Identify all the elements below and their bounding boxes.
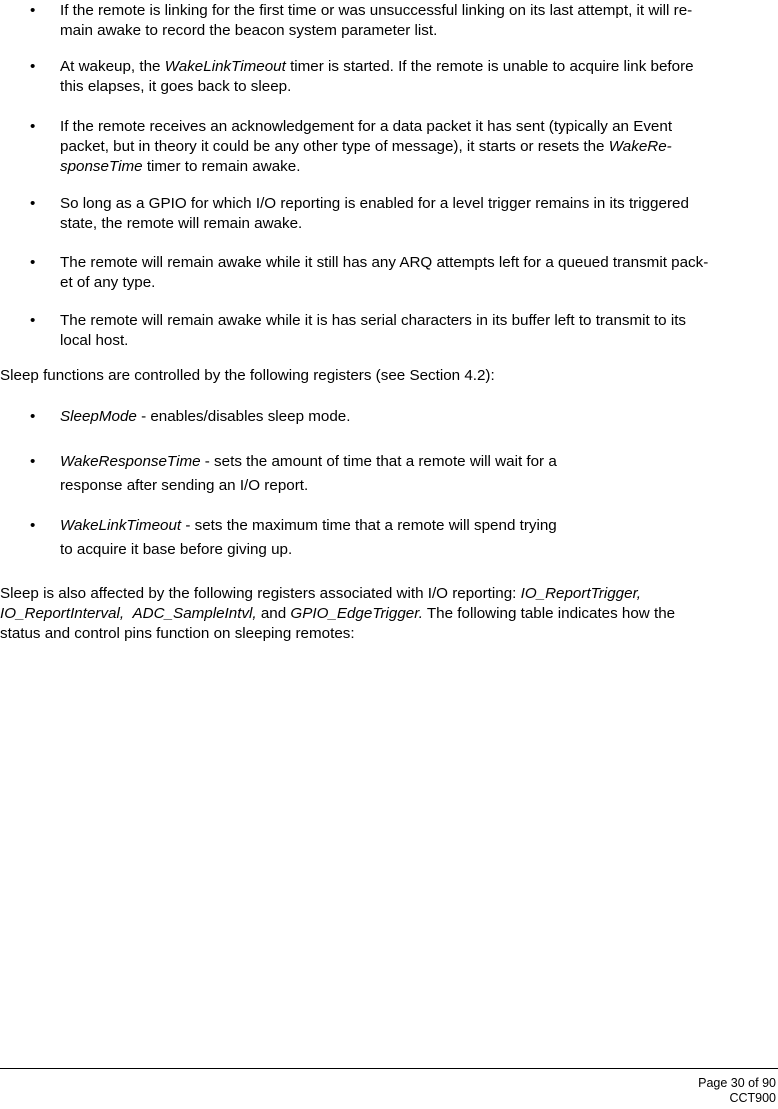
bullet-symbol: •	[30, 517, 36, 534]
bullet-text-line: main awake to record the beacon system parameter list.	[60, 22, 438, 39]
register-ref: ADC_SampleIntvl,	[132, 605, 257, 622]
bullet-symbol: •	[30, 312, 36, 329]
bullet-symbol: •	[30, 453, 36, 470]
bullet-text-line: The remote will remain awake while it still has any ARQ attempts left for a queued transmit pack-	[60, 254, 709, 271]
footer-rule	[0, 1068, 778, 1069]
register-ref: GPIO_EdgeTrigger.	[290, 605, 423, 622]
registers-intro: Sleep functions are controlled by the following registers (see Section 4.2):	[0, 367, 495, 384]
register-ref: WakeLinkTimeout	[164, 58, 286, 75]
bullet-symbol: •	[30, 195, 36, 212]
bullet-item	[0, 58, 778, 98]
closing-paragraph	[0, 585, 778, 655]
bullet-symbol: •	[30, 2, 36, 19]
register-line	[60, 408, 350, 425]
bullet-text-line: this elapses, it goes back to sleep.	[60, 78, 292, 95]
bullet-text-line: state, the remote will remain awake.	[60, 215, 303, 232]
bullet-text-line: If the remote receives an acknowledgement for a data packet it has sent (typically an Event	[60, 118, 673, 135]
register-name: SleepMode	[60, 408, 137, 425]
bullet-item	[0, 254, 778, 294]
register-desc: - enables/disables sleep mode.	[136, 408, 351, 425]
register-desc: - sets the amount of time that a remote will wait for a	[200, 453, 557, 470]
bullet-text-line: et of any type.	[60, 274, 156, 291]
register-ref: sponseTime	[60, 158, 143, 175]
bullet-text-line: At wakeup, the WakeLinkTimeout timer is started. If the remote is unable to acquire link before	[60, 58, 694, 75]
bullet-text-line: If the remote is linking for the first time or was unsuccessful linking on its last attempt, it will re-	[60, 2, 693, 19]
bullet-symbol: •	[30, 254, 36, 271]
page-number: Page 30 of 90	[698, 1076, 776, 1090]
bullet-symbol: •	[30, 58, 36, 75]
register-ref: WakeRe-	[608, 138, 672, 155]
document-id: CCT900	[729, 1091, 776, 1105]
register-line	[60, 453, 557, 470]
register-name: WakeResponseTime	[60, 453, 201, 470]
register-desc: - sets the maximum time that a remote will spend trying	[181, 517, 557, 534]
bullet-text-line: packet, but in theory it could be any other type of message), it starts or resets the WakeRe-	[60, 138, 672, 155]
bullet-symbol: •	[30, 118, 36, 135]
bullet-item	[0, 2, 778, 42]
register-item	[0, 408, 778, 430]
register-item	[0, 453, 778, 499]
bullet-text-line: sponseTime timer to remain awake.	[60, 158, 301, 175]
register-ref: IO_ReportTrigger,	[520, 585, 642, 602]
closing-line-1: Sleep is also affected by the following registers associated with I/O reporting: IO_ReportTrigger,	[0, 585, 642, 602]
register-name: WakeLinkTimeout	[60, 517, 182, 534]
bullet-text-line: local host.	[60, 332, 129, 349]
bullet-item	[0, 312, 778, 352]
bullet-item	[0, 118, 778, 178]
register-line	[60, 517, 557, 534]
register-continuation: response after sending an I/O report.	[60, 477, 309, 494]
bullet-item	[0, 195, 778, 235]
register-item	[0, 517, 778, 563]
register-ref: IO_ReportInterval,	[0, 605, 125, 622]
closing-line-3: status and control pins function on sleeping remotes:	[0, 625, 355, 642]
bullet-symbol: •	[30, 408, 36, 425]
bullet-text-line: The remote will remain awake while it is has serial characters in its buffer left to transmit to its	[60, 312, 687, 329]
closing-line-2: IO_ReportInterval, ADC_SampleIntvl, and GPIO_EdgeTrigger. The following table indicates how the	[0, 605, 676, 622]
register-continuation: to acquire it base before giving up.	[60, 541, 293, 558]
bullet-text-line: So long as a GPIO for which I/O reporting is enabled for a level trigger remains in its triggered	[60, 195, 689, 212]
